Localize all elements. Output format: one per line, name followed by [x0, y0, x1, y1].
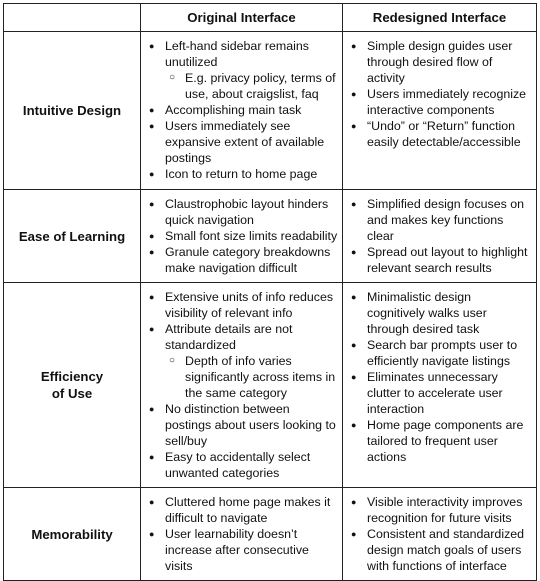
- list-item: ● Extensive units of info reduces visibility of relevant info: [141, 289, 338, 321]
- sub-bullet-list: [165, 70, 338, 102]
- header-redesigned-interface: Redesigned Interface: [343, 4, 537, 32]
- table-row: [4, 283, 537, 488]
- original-cell: [141, 32, 343, 190]
- header-row: [4, 4, 537, 32]
- original-cell: [141, 488, 343, 581]
- list-item: ● Granule category breakdowns make navigation difficult: [141, 244, 338, 276]
- list-item: ● User learnability doesn’t increase after consecutive visits: [141, 526, 338, 574]
- redesigned-cell: [343, 283, 537, 488]
- list-item: ● Simplified design focuses on and makes key functions clear: [343, 196, 532, 244]
- original-bullet-list: [141, 190, 342, 282]
- list-item: ● Eliminates unnecessary clutter to accelerate user interaction: [343, 369, 532, 417]
- list-item: ● No distinction between postings about users looking to sell/buy: [141, 401, 338, 449]
- list-item: ● Cluttered home page makes it difficult to navigate: [141, 494, 338, 526]
- list-item: ● Icon to return to home page: [141, 166, 338, 182]
- sub-list-item: ○ E.g. privacy policy, terms of use, about craigslist, faq: [165, 70, 338, 102]
- list-item: ● Simple design guides user through desired flow of activity: [343, 38, 532, 86]
- row-label-line: Memorability: [31, 526, 113, 542]
- list-item: ● Consistent and standardized design match goals of users with functions of interface: [343, 526, 532, 574]
- list-item: ● Easy to accidentally select unwanted categories: [141, 449, 338, 481]
- original-bullet-list: [141, 32, 342, 188]
- list-item: ● Spread out layout to highlight relevant search results: [343, 244, 532, 276]
- redesigned-bullet-list: [343, 190, 536, 282]
- table-row: [4, 32, 537, 190]
- list-item: ● Minimalistic design cognitively walks user through desired task: [343, 289, 532, 337]
- list-item: [141, 321, 338, 401]
- comparison-table: [3, 3, 537, 581]
- redesigned-bullet-list: [343, 283, 536, 471]
- original-cell: [141, 283, 343, 488]
- row-label-memorability: [4, 488, 141, 581]
- list-item: ● Search bar prompts user to efficiently navigate listings: [343, 337, 532, 369]
- sub-bullet-list: [165, 353, 338, 401]
- row-label-line: Efficiency: [40, 369, 104, 384]
- list-item: ● Accomplishing main task: [141, 102, 338, 118]
- list-item: ● Users immediately recognize interactive components: [343, 86, 532, 118]
- redesigned-cell: [343, 190, 537, 283]
- row-label-efficiency-of-use: [4, 283, 141, 488]
- header-original-interface: Original Interface: [141, 4, 343, 32]
- original-bullet-list: [141, 488, 342, 580]
- original-cell: [141, 190, 343, 283]
- table-row: [4, 488, 537, 581]
- redesigned-cell: [343, 488, 537, 581]
- list-item: ● “Undo” or “Return” function easily detectable/accessible: [343, 118, 532, 150]
- original-bullet-list: [141, 283, 342, 487]
- row-label-line: of Use: [51, 386, 93, 401]
- row-label-intuitive-design: [4, 32, 141, 190]
- header-empty-cell: [4, 4, 141, 32]
- list-item: ● Visible interactivity improves recognition for future visits: [343, 494, 532, 526]
- row-label-line: Ease of Learning: [18, 228, 126, 244]
- redesigned-bullet-list: [343, 488, 536, 580]
- list-item-text: Attribute details are not standardized: [165, 322, 293, 352]
- redesigned-cell: [343, 32, 537, 190]
- list-item-text: Left-hand sidebar remains unutilized: [165, 39, 309, 69]
- redesigned-bullet-list: [343, 32, 536, 156]
- list-item: ● Claustrophobic layout hinders quick navigation: [141, 196, 338, 228]
- sub-list-item: ○ Depth of info varies significantly across items in the same category: [165, 353, 338, 401]
- row-label-line: Intuitive Design: [22, 103, 122, 118]
- list-item: [141, 38, 338, 102]
- list-item: ● Home page components are tailored to frequent user actions: [343, 417, 532, 465]
- row-label-ease-of-learning: [4, 190, 141, 283]
- list-item: ● Small font size limits readability: [141, 228, 338, 244]
- table-row: [4, 190, 537, 283]
- list-item: ● Users immediately see expansive extent of available postings: [141, 118, 338, 166]
